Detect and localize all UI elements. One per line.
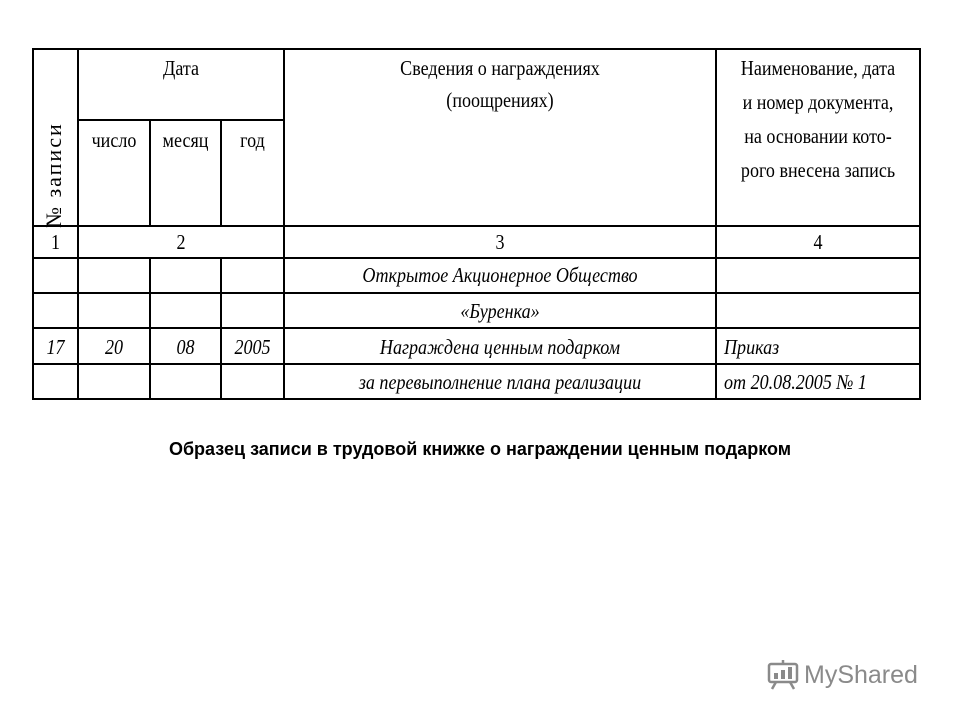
- document-header-line2: и номер документа,: [742, 90, 894, 114]
- awards-cell-row3: Награждена ценным подарком: [379, 335, 621, 359]
- day-cell: 20: [104, 335, 124, 359]
- watermark-text: MyShared: [804, 660, 918, 689]
- figure-caption: Образец записи в трудовой книжке о награждении ценным подарком: [168, 439, 792, 459]
- column-number-3: 3: [495, 230, 505, 254]
- awards-cell-row1: Открытое Акционерное Общество: [362, 263, 638, 287]
- record-number-header: № записи: [41, 122, 66, 228]
- month-header: месяц: [162, 128, 209, 152]
- month-cell: 08: [176, 335, 195, 359]
- work-record-table: [32, 48, 921, 400]
- column-number-4: 4: [813, 230, 823, 254]
- record-number-cell: 17: [46, 335, 65, 359]
- document-cell-row4: от 20.08.2005 № 1: [724, 370, 867, 394]
- watermark: [766, 657, 918, 693]
- year-header: год: [240, 128, 265, 152]
- myshared-logo-icon: [766, 659, 800, 691]
- awards-cell-row4: за перевыполнение плана реализации: [358, 370, 642, 394]
- document-header-line4: рого внесена запись: [740, 158, 896, 182]
- day-header: число: [91, 128, 137, 152]
- awards-header-line1: Сведения о награждениях: [400, 56, 600, 80]
- year-cell: 2005: [234, 335, 271, 359]
- awards-header-line2: (поощрениях): [446, 88, 554, 112]
- column-number-1: 1: [50, 230, 61, 254]
- column-number-2: 2: [176, 230, 186, 254]
- awards-cell-row2: «Буренка»: [460, 299, 540, 323]
- date-header: Дата: [162, 56, 199, 80]
- document-header-line3: на основании кото-: [744, 124, 892, 148]
- document-cell-row3: Приказ: [724, 335, 780, 359]
- document-header-line1: Наименование, дата: [740, 56, 896, 80]
